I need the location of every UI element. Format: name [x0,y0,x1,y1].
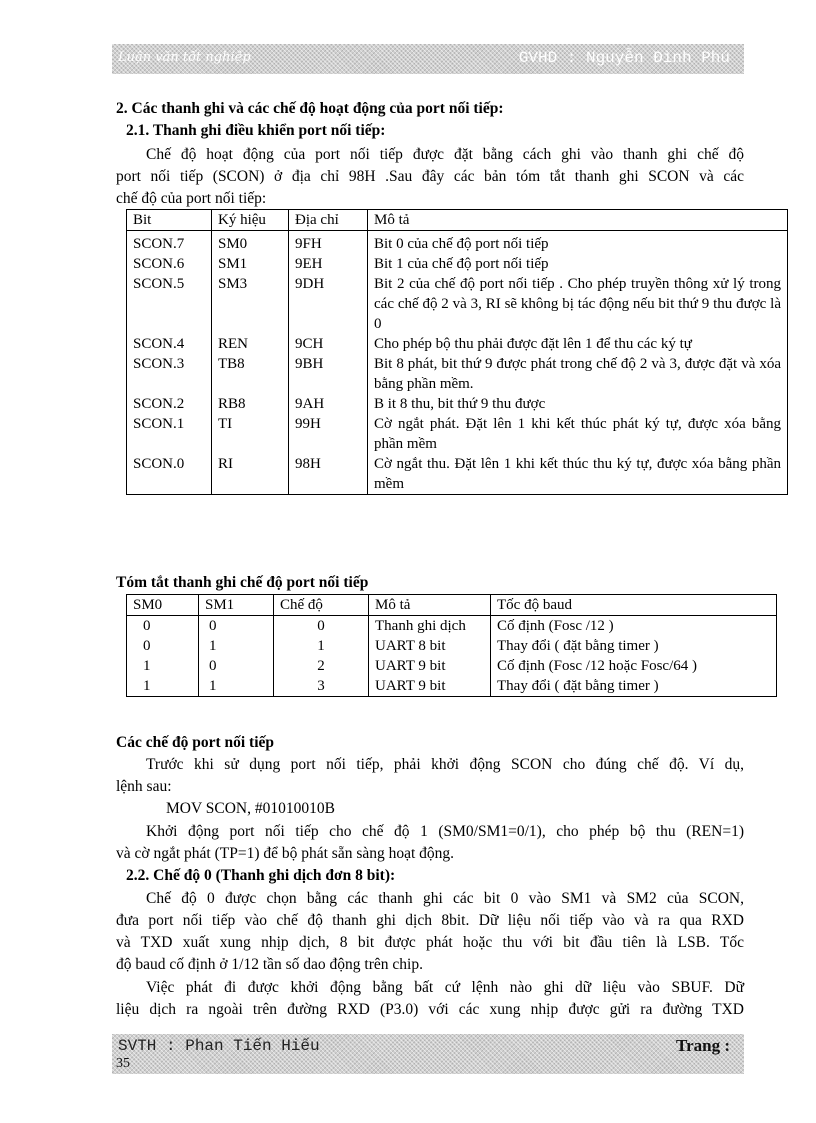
sm0-cell: 0 [127,616,199,637]
symbol-cell: REN [212,334,289,354]
table-header-row [127,210,788,231]
description-cell: Cho phép bộ thu phải được đặt lên 1 để thu các ký tự [368,334,788,354]
table-row [127,231,788,255]
table-row [127,254,788,274]
modes-title: Các chế độ port nối tiếp [116,734,275,751]
bit-cell: SCON.3 [127,354,212,394]
table-row [127,454,788,495]
column-header: Bit [127,210,212,231]
mode-summary-table [126,594,777,697]
page-number: 35 [116,1056,130,1071]
symbol-cell: TI [212,414,289,454]
section-2-2-line-5: Việc phát đi được khởi động bằng bất cứ lệnh nào ghi dữ liệu vào SBUF. Dữ [146,979,744,996]
table-row [127,274,788,334]
mode-summary-title: Tóm tắt thanh ghi chế độ port nối tiếp [116,574,369,591]
modes-line-5: và cờ ngắt phát (TP=1) để bộ phát sẵn sàng hoạt động. [116,845,455,862]
description-cell: Cờ ngắt thu. Đặt lên 1 khi kết thúc thu ký tự, được xóa bằng phần mềm [368,454,788,495]
section-2-2-line-3: và TXD xuất xung nhịp dịch, 8 bit được phát hoặc thu với bit đầu tiên là LSB. Tốc [116,934,744,951]
symbol-cell: TB8 [212,354,289,394]
symbol-cell: SM3 [212,274,289,334]
baud-cell: Thay đổi ( đặt bằng timer ) [491,676,777,697]
intro-line-2: port nối tiếp (SCON) ở địa chỉ 98H .Sau đây các bản tóm tắt thanh ghi SCON và các [116,168,744,185]
footer-page-label: Trang : [676,1036,730,1055]
section-2-2-title: 2.2. Chế độ 0 (Thanh ghi dịch đơn 8 bit): [126,867,396,884]
symbol-cell: SM0 [212,231,289,255]
column-header: SM0 [127,595,199,616]
table-row [127,676,777,697]
column-header: Địa chỉ [289,210,368,231]
baud-cell: Cố định (Fosc /12 hoặc Fosc/64 ) [491,656,777,676]
mode-cell: 1 [274,636,369,656]
modes-line-2: lệnh sau: [116,778,172,795]
bit-cell: SCON.5 [127,274,212,334]
table-row [127,656,777,676]
section-2-2-line-6: liệu dịch ra ngoài trên đường RXD (P3.0) với các xung nhịp được gửi ra đường TXD [116,1001,744,1018]
table-row [127,354,788,394]
page-footer [112,1034,744,1074]
address-cell: 9DH [289,274,368,334]
symbol-cell: RI [212,454,289,495]
symbol-cell: RB8 [212,394,289,414]
modes-line-4: Khởi động port nối tiếp cho chế độ 1 (SM0/SM1=0/1), cho phép bộ thu (REN=1) [146,823,744,840]
description-cell: Bit 8 phát, bit thứ 9 được phát trong chế độ 2 và 3, được đặt và xóa bằng phần mềm. [368,354,788,394]
description-cell: UART 9 bit [369,676,491,697]
footer-student: SVTH : Phan Tiến Hiếu [118,1037,320,1055]
scon-register-table [126,209,788,495]
column-header: Tốc độ baud [491,595,777,616]
code-example: MOV SCON, #01010010B [166,800,335,817]
sm0-cell: 0 [127,636,199,656]
description-cell: UART 8 bit [369,636,491,656]
description-cell: B it 8 thu, bit thứ 9 thu được [368,394,788,414]
mode-cell: 2 [274,656,369,676]
table-row [127,334,788,354]
table-row [127,636,777,656]
bit-cell: SCON.0 [127,454,212,495]
baud-cell: Thay đổi ( đặt bằng timer ) [491,636,777,656]
column-header: Ký hiệu [212,210,289,231]
section-2-title: 2. Các thanh ghi và các chế độ hoạt động của port nối tiếp: [116,100,504,117]
address-cell: 9EH [289,254,368,274]
bit-cell: SCON.2 [127,394,212,414]
description-cell: Thanh ghi dịch [369,616,491,637]
table-row [127,616,777,637]
table-header-row [127,595,777,616]
address-cell: 9FH [289,231,368,255]
sm1-cell: 1 [199,676,274,697]
header-left-text: Luận văn tốt nghiệp [118,50,251,65]
column-header: Mô tả [368,210,788,231]
description-cell: UART 9 bit [369,656,491,676]
section-2-2-line-1: Chế độ 0 được chọn bằng các thanh ghi các bit 0 vào SM1 và SM2 của SCON, [146,890,744,907]
bit-cell: SCON.6 [127,254,212,274]
table-row [127,414,788,454]
bit-cell: SCON.1 [127,414,212,454]
sm1-cell: 0 [199,616,274,637]
section-2-1-title: 2.1. Thanh ghi điều khiển port nối tiếp: [126,122,386,139]
baud-cell: Cố định (Fosc /12 ) [491,616,777,637]
description-cell: Bit 1 của chế độ port nối tiếp [368,254,788,274]
address-cell: 98H [289,454,368,495]
modes-line-1: Trước khi sử dụng port nối tiếp, phải khởi động SCON cho đúng chế độ. Ví dụ, [146,756,744,773]
description-cell: Bit 2 của chế độ port nối tiếp . Cho phép truyền thông xử lý trong các chế độ 2 và 3, RI sẽ không bị tác động nếu bit thứ 9 thu được là 0 [368,274,788,334]
section-2-2-line-2: đưa port nối tiếp vào chế độ thanh ghi dịch 8bit. Dữ liệu nối tiếp vào và ra qua RXD [116,912,744,929]
address-cell: 9BH [289,354,368,394]
sm0-cell: 1 [127,676,199,697]
symbol-cell: SM1 [212,254,289,274]
bit-cell: SCON.7 [127,231,212,255]
sm0-cell: 1 [127,656,199,676]
bit-cell: SCON.4 [127,334,212,354]
sm1-cell: 0 [199,656,274,676]
section-2-2-line-4: độ baud cố định ở 1/12 tần số dao động trên chip. [116,956,423,973]
column-header: SM1 [199,595,274,616]
mode-cell: 0 [274,616,369,637]
sm1-cell: 1 [199,636,274,656]
address-cell: 9CH [289,334,368,354]
address-cell: 9AH [289,394,368,414]
page-header [112,44,744,74]
intro-line-3: chế độ của port nối tiếp: [116,190,267,207]
header-advisor: GVHD : Nguyễn Đình Phú [518,49,730,67]
description-cell: Bit 0 của chế độ port nối tiếp [368,231,788,255]
description-cell: Cờ ngắt phát. Đặt lên 1 khi kết thúc phát ký tự, được xóa bằng phần mềm [368,414,788,454]
table-row [127,394,788,414]
column-header: Chế độ [274,595,369,616]
mode-cell: 3 [274,676,369,697]
column-header: Mô tả [369,595,491,616]
intro-line-1: Chế độ hoạt động của port nối tiếp được đặt bằng cách ghi vào thanh ghi chế độ [146,146,744,163]
address-cell: 99H [289,414,368,454]
